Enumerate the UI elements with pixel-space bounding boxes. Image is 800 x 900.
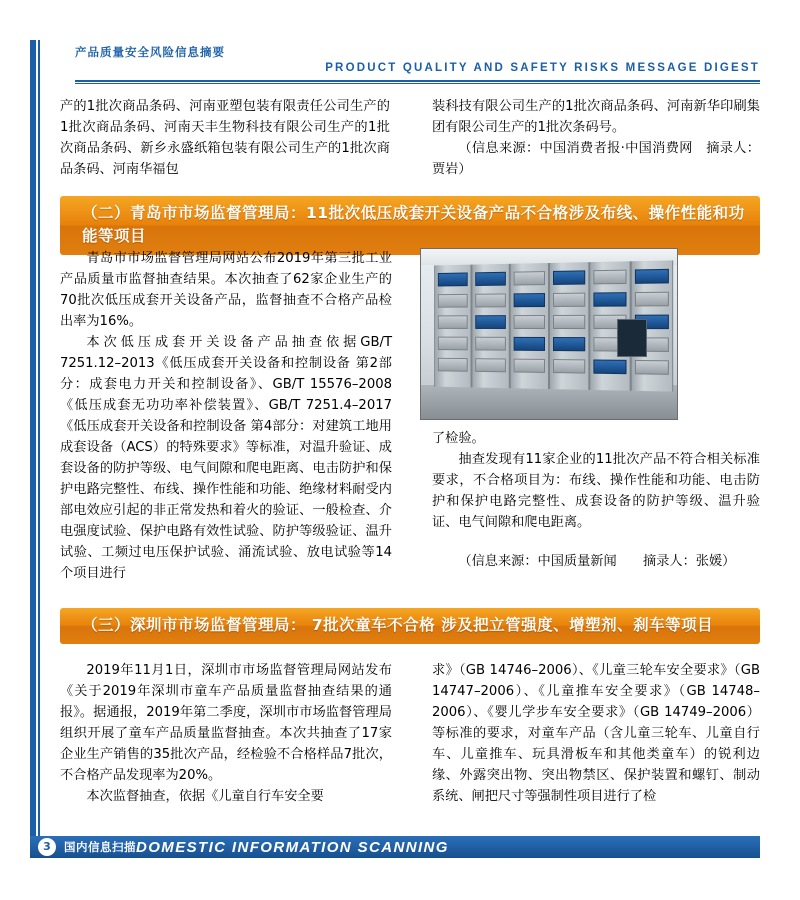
cabinet-panel (635, 360, 669, 375)
cabinet-panel (475, 293, 506, 307)
cabinet-panel (475, 272, 506, 286)
header-title-cn: 产品质量安全风险信息摘要 (75, 45, 225, 59)
cabinet-panel (514, 359, 545, 373)
header-divider (75, 80, 760, 82)
cabinet-panel (514, 337, 545, 351)
cabinet-panel (438, 315, 468, 329)
cabinet-panel (514, 271, 545, 285)
section-banner-two-text: （二）青岛市市场监督管理局：11批次低压成套开关设备产品不合格涉及布线、操作性能和功能等项目 (82, 204, 745, 245)
cabinet-panel (475, 358, 506, 372)
cabinet-panel (475, 337, 506, 351)
left-decorative-bar (30, 40, 40, 840)
page-number: 3 (38, 838, 56, 856)
section-two-left-p2: 本次低压成套开关设备产品抽查依据GB/T 7251.12–2013《低压成套开关设备和控制设备 第2部分：成套电力开关和控制设备》、GB/T 15576–2008《低压成套无功功率补偿装置》、GB/T 7251.4–2017《低压成套开关设备和控制设备 第4部分：对建筑工地用成套设备（ACS）的特殊要求》等标准，对温升验证、成套设备的防护等级、电气间隙和爬电距离、电击防护和保护电路完整性、布线、操作性能和功能、绝缘材料耐受内部电效应引起的非正常发热和着火的验证、一般检查、介电强度试验、保护电路有效性试验、防护等级验证、温升试验、工频过电压保护试验、涌流试验、放电试验等14个项目进行 (60, 335, 392, 581)
section-three-left-p2: 本次监督抽查，依据《儿童自行车安全要 (86, 789, 324, 804)
cabinet-panel (438, 294, 468, 308)
cabinet-panel (514, 293, 545, 307)
left-decorative-bar-inner (36, 40, 38, 840)
section-three-left-column (60, 660, 392, 807)
cabinet-panel (593, 359, 626, 374)
header-title-en: PRODUCT QUALITY AND SAFETY RISKS MESSAGE DIGEST (325, 62, 760, 74)
cabinet-panel (553, 359, 585, 374)
cabinet-panel (438, 358, 468, 372)
section-banner-three (60, 608, 760, 644)
cabinet-unit (510, 263, 549, 389)
section-three-left-p1: 2019年11月1日，深圳市市场监督管理局网站发布《关于2019年深圳市童车产品质量监督抽查结果的通报》。据通报，2019年第二季度，深圳市市场监督管理局组织开展了童车产品质量监督抽查。本次共抽查了17家企业生产销售的35批次产品，经检验不合格样品7批次，不合格产品发现率为20%。 (60, 663, 392, 783)
footer-label-cn: 国内信息扫描 (64, 840, 136, 854)
cabinet-panel (635, 292, 669, 307)
cabinet-panel (635, 269, 669, 284)
top-left-column (60, 96, 390, 180)
cabinet-unit (549, 262, 589, 390)
cabinet-panel (593, 270, 626, 285)
section-two-left-p1: 青岛市市场监督管理局网站公布2019年第三批工业产品质量市监督抽查结果。本次抽查了62家企业生产的70批次低压成套开关设备产品，监督抽查不合格产品检出率为16%。 (60, 251, 392, 329)
cabinet-panel (438, 337, 468, 351)
section-three-right-column (432, 660, 760, 807)
cabinet-panel (553, 337, 585, 351)
section-two-right-p0: 了检验。 (432, 431, 485, 446)
cabinet-unit (434, 265, 471, 388)
cabinet-panel (553, 293, 585, 307)
section-two-right-p1: 抽查发现有11家企业的11批次产品不符合相关标准要求，不合格项目为：布线、操作性能和功能、电击防护和保护电路完整性、成套设备的防护等级、温升验证、电气间隙和爬电距离。 (432, 452, 760, 530)
cabinet-panel (475, 315, 506, 329)
cabinet-panel (593, 292, 626, 307)
top-left-text: 产的1批次商品条码、河南亚塑包装有限责任公司生产的1批次商品条码、河南天丰生物科技有限公司生产的1批次商品条码、新乡永盛纸箱包装有限公司生产的1批次商品条码、河南华福包 (60, 99, 390, 177)
section-banner-two (60, 196, 760, 255)
section-two-right-source: （信息来源：中国质量新闻 摘录人：张媛） (458, 554, 736, 569)
control-display-screen (617, 319, 647, 357)
cabinet-unit (471, 264, 509, 388)
footer-label-en: DOMESTIC INFORMATION SCANNING (136, 839, 449, 856)
top-right-text: 装科技有限公司生产的1批次商品条码、河南新华印刷集团有限公司生产的1批次条码号。 (432, 99, 760, 135)
top-right-column (432, 96, 760, 180)
header-divider-thin (75, 83, 760, 84)
page-header (60, 44, 760, 86)
cabinet-panel (553, 270, 585, 285)
section-banner-three-text: （三）深圳市市场监督管理局： 7批次童车不合格 涉及把立管强度、增塑剂、刹车等项目 (82, 616, 714, 634)
section-two-right-column (432, 428, 760, 572)
section-three-right-p1: 求》（GB 14746–2006）、《儿童三轮车安全要求》（GB 14747–2006）、《儿童推车安全要求》（GB 14748–2006）、《婴儿学步车安全要求》（GB 14749–2006）等标准的要求，对童车产品（含儿童三轮车、儿童自行车、儿童推车、玩具滑板车和其他类童车）的锐利边缘、外露突出物、突出物禁区、保护装置和螺钉、制动系统、闸把尺寸等强制性项目进行了检 (432, 663, 760, 804)
section-two-left-column (60, 248, 392, 584)
cabinet-panel (514, 315, 545, 329)
low-voltage-switchgear-photo (420, 248, 678, 420)
top-right-source: （信息来源：中国消费者报·中国消费网 摘录人：贾岩） (432, 141, 760, 177)
cabinet-panel (553, 315, 585, 329)
cabinet-panel (438, 272, 468, 286)
